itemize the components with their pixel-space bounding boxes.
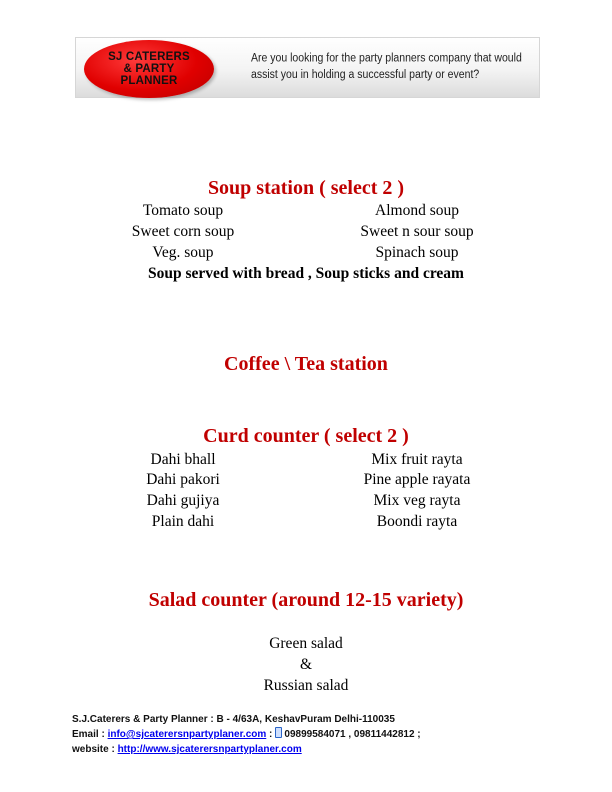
company-logo [84,40,214,98]
email-link[interactable]: info@sjcaterersnpartyplaner.com [107,729,267,740]
curd-item: Dahi bhall [150,451,216,468]
curd-item: Mix fruit rayta [371,451,463,468]
curd-counter-heading: Curd counter ( select 2 ) [203,425,409,447]
coffee-tea-heading: Coffee \ Tea station [224,353,388,375]
phone-numbers: 09899584071 , 09811442812 ; [284,729,421,740]
curd-row [0,490,612,511]
footer-contact-line [72,727,552,742]
curd-item: Plain dahi [151,513,215,530]
curd-item: Pine apple rayata [363,471,471,488]
soup-item: Spinach soup [375,244,459,261]
footer-website-line [72,742,552,757]
salad-counter-heading: Salad counter (around 12-15 variety) [148,589,464,611]
soup-item: Veg. soup [152,244,214,261]
soup-note: Soup served with bread , Soup sticks and cream [148,265,464,282]
curd-item: Dahi gujiya [146,492,220,509]
salad-item: Green salad [269,635,343,652]
website-label: website : [72,744,118,755]
logo-text: SJ CATERERS & PARTY PLANNER [108,51,190,87]
soup-row [0,221,612,242]
salad-item: Russian salad [263,677,349,694]
soup-item: Almond soup [375,202,459,219]
soup-station-heading: Soup station ( select 2 ) [207,177,405,199]
curd-item: Dahi pakori [146,471,220,488]
soup-item: Sweet n sour soup [360,223,474,240]
footer-address: S.J.Caterers & Party Planner : B - 4/63A, KeshavPuram Delhi-110035 [72,714,395,725]
curd-row [0,511,612,532]
curd-row [0,449,612,470]
curd-item: Boondi rayta [376,513,458,530]
phone-icon [275,727,282,738]
website-link[interactable]: http://www.sjcaterersnpartyplaner.com [117,744,302,755]
email-label: Email : [72,729,108,740]
curd-item: Mix veg rayta [373,492,461,509]
soup-item: Tomato soup [142,202,224,219]
soup-row [0,200,612,221]
curd-row [0,469,612,490]
header-banner [75,37,540,98]
phone-separator: : [266,729,273,740]
banner-tagline: Are you looking for the party planners company that would assist you in holding a successful party or event? [251,51,522,82]
soup-row [0,242,612,263]
soup-item: Sweet corn soup [131,223,235,240]
page-footer [72,712,552,757]
salad-separator: & [299,656,313,673]
